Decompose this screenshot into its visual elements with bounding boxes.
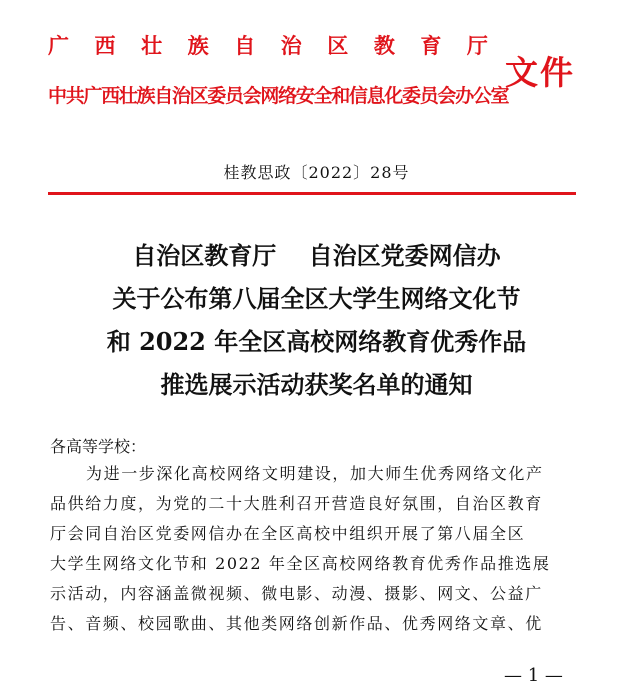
page-number: — 1 —: [504, 665, 563, 686]
issuer-char: 厅: [466, 33, 488, 58]
issuer-char: 自: [234, 33, 256, 58]
body-line: 大学生网络文化节和 2022 年全区高校网络教育优秀作品推选展: [50, 554, 551, 573]
body-paragraph: [50, 459, 585, 639]
issuer-char: 育: [420, 33, 442, 58]
document-mark: 文件: [505, 53, 575, 92]
issuer-char: 广: [48, 33, 69, 58]
issuer-char: 治: [280, 33, 302, 58]
body-line: 厅会同自治区党委网信办在全区高校中组织开展了第八届全区: [50, 524, 526, 543]
salutation: 各高等学校：: [50, 437, 147, 456]
issuer-line-2: 中共广西壮族自治区委员会网络安全和信息化委员会办公室: [48, 85, 509, 107]
title-line: 关于公布第八届全区大学生网络文化节: [112, 284, 521, 313]
issuer-char: 区: [327, 33, 349, 58]
issuer-char: 族: [187, 33, 209, 58]
issuer-char: 教: [373, 33, 395, 58]
body-line: 为进一步深化高校网络文明建设，加大师生优秀网络文化产: [86, 464, 544, 483]
red-divider-line: [48, 192, 576, 195]
body-line: 示活动，内容涵盖微视频、微电影、动漫、摄影、网文、公益广: [50, 584, 543, 603]
title-line: 推选展示活动获奖名单的通知: [160, 370, 473, 399]
issuer-char: 西: [94, 33, 116, 58]
document-title: [0, 234, 633, 406]
body-line: 告、音频、校园歌曲、其他类网络创新作品、优秀网络文章、优: [50, 614, 543, 633]
title-line: 和 2022 年全区高校网络教育优秀作品: [106, 327, 527, 356]
issuer-char: 壮: [141, 33, 163, 58]
document-number: 桂教思政〔2022〕28号: [223, 163, 410, 182]
issuer-line-1: [48, 33, 488, 59]
body-line: 品供给力度，为党的二十大胜利召开营造良好氛围，自治区教育: [50, 494, 543, 513]
title-line: 自治区教育厅 自治区党委网信办: [132, 241, 501, 270]
